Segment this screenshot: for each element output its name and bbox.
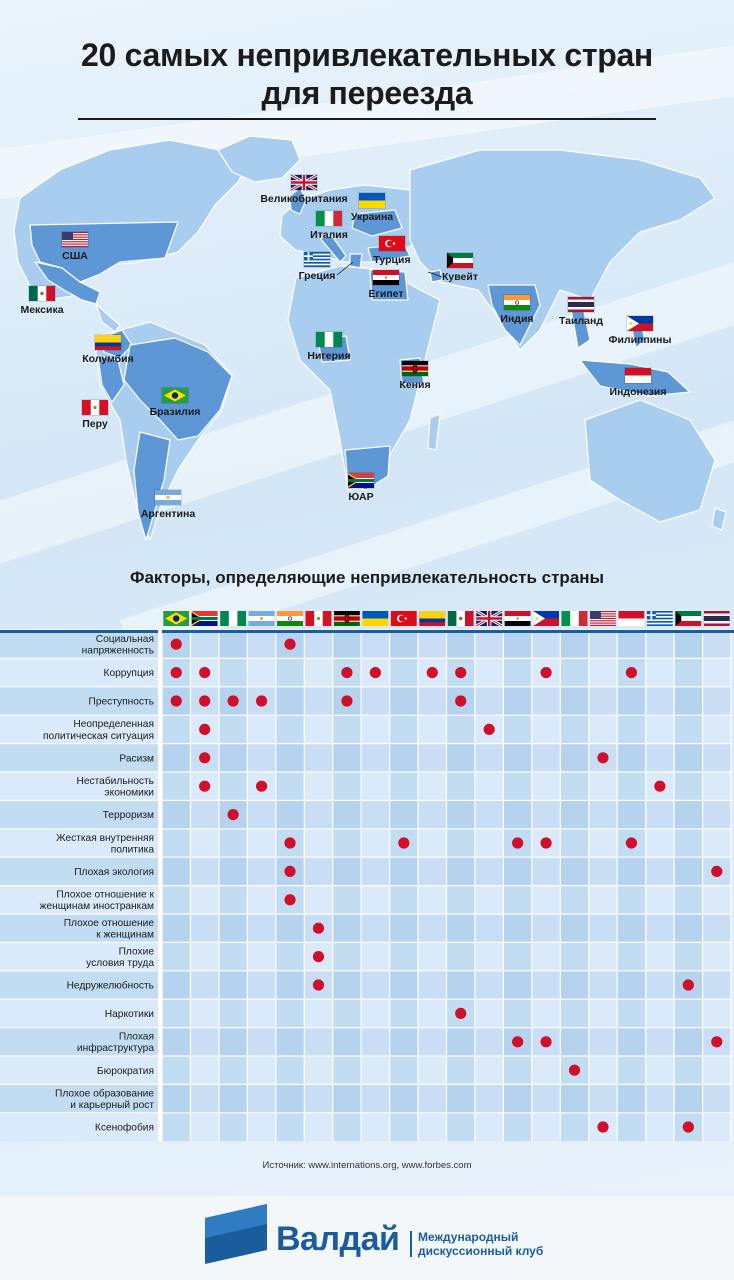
factor-dot <box>569 1065 580 1076</box>
factor-dot <box>512 1036 523 1047</box>
indonesia-flag-icon <box>618 611 644 626</box>
factor-dot <box>683 1121 694 1132</box>
us-flag-icon <box>590 611 616 626</box>
factor-dot <box>341 667 352 678</box>
factor-dot <box>171 667 182 678</box>
country-label: Филиппины <box>608 334 672 346</box>
country-marker <box>0 286 92 316</box>
mexico-flag-icon <box>448 611 474 626</box>
factor-dot <box>228 809 239 820</box>
country-marker <box>25 232 125 262</box>
row-label: Преступность <box>88 696 154 708</box>
row-label: Коррупция <box>103 668 154 680</box>
factor-dot <box>540 837 551 848</box>
colombia-flag-icon <box>419 611 445 626</box>
south-africa-flag-icon <box>192 611 218 626</box>
philippines-flag-icon <box>533 611 559 626</box>
kuwait-flag-icon <box>675 611 701 626</box>
egypt-flag-icon <box>373 270 399 285</box>
logo-divider <box>410 1231 412 1257</box>
us-flag-icon <box>62 232 88 247</box>
uk-flag-icon <box>476 611 502 626</box>
country-marker <box>410 253 510 283</box>
factor-dot <box>284 639 295 650</box>
row-label: Бюрократия <box>96 1065 154 1077</box>
indonesia-flag-icon <box>625 368 651 383</box>
factor-dot <box>626 837 637 848</box>
row-label: Жесткая внутренняя политика <box>56 832 154 856</box>
nigeria-flag-icon <box>220 611 246 626</box>
greece-flag-icon <box>647 611 673 626</box>
row-label: Ксенофобия <box>94 1122 154 1134</box>
factor-dot <box>284 837 295 848</box>
philippines-flag-icon <box>627 316 653 331</box>
factor-dot <box>597 1121 608 1132</box>
country-label: Мексика <box>20 304 64 316</box>
page-title <box>0 36 734 112</box>
factor-dot <box>455 695 466 706</box>
ukraine-flag-icon <box>362 611 388 626</box>
factor-dot <box>199 724 210 735</box>
country-marker <box>279 332 379 362</box>
row-label: Расизм <box>119 753 154 765</box>
factor-dot <box>199 752 210 763</box>
table-top-rule <box>0 630 734 633</box>
factor-dot <box>370 667 381 678</box>
india-flag-icon <box>504 295 530 310</box>
thailand-flag-icon <box>568 297 594 312</box>
country-label: Индонезия <box>609 386 667 398</box>
factor-dot <box>540 1036 551 1047</box>
kuwait-flag-icon <box>447 253 473 268</box>
factors-table <box>0 605 734 1145</box>
argentina-flag-icon <box>155 490 181 505</box>
country-label: США <box>62 250 88 262</box>
factor-dot <box>540 667 551 678</box>
madagascar-landmass <box>428 414 440 450</box>
country-marker <box>125 388 225 418</box>
greece-flag-icon <box>304 252 330 267</box>
factor-dot <box>711 1036 722 1047</box>
factor-dot <box>228 695 239 706</box>
india-flag-icon <box>277 611 303 626</box>
logo-subtitle-line-1: Международный <box>418 1230 519 1244</box>
factors-title: Факторы, определяющие непривлекательность страны <box>129 568 605 587</box>
source-note: Источник: www.internations.org, www.forbes.com <box>262 1160 472 1171</box>
country-label: Греция <box>298 270 336 282</box>
logo-subtitle <box>418 1230 543 1258</box>
mexico-flag-icon <box>29 286 55 301</box>
row-label: Плохое отношение к женщинам иностранкам <box>39 889 154 913</box>
country-marker <box>118 490 218 520</box>
title-line-2: для переезда <box>261 75 473 111</box>
factor-dot <box>313 923 324 934</box>
factor-dot <box>455 1008 466 1019</box>
country-label: Таиланд <box>559 315 603 327</box>
factor-dot <box>654 781 665 792</box>
country-marker <box>590 316 690 346</box>
factor-dot <box>455 667 466 678</box>
logo-wordmark: Валдай <box>276 1220 400 1258</box>
country-label: Кувейт <box>441 271 478 283</box>
row-label: Плохая экология <box>74 867 154 878</box>
country-label: Аргентина <box>140 508 196 520</box>
thailand-flag-icon <box>704 611 730 626</box>
country-marker <box>311 473 411 503</box>
factor-dot <box>171 639 182 650</box>
title-divider <box>78 118 656 120</box>
row-label: Неопределенная политическая ситуация <box>43 719 154 742</box>
row-label: Наркотики <box>104 1009 154 1020</box>
nigeria-flag-icon <box>316 332 342 347</box>
brazil-flag-icon <box>163 611 189 626</box>
country-label: Великобритания <box>260 193 348 205</box>
row-label: Терроризм <box>102 810 154 822</box>
factor-dot <box>313 951 324 962</box>
country-label: Италия <box>310 229 348 241</box>
uk-flag-icon <box>291 175 317 190</box>
row-label: Плохая инфраструктура <box>76 1031 154 1055</box>
factor-dot <box>711 866 722 877</box>
country-label: Бразилия <box>149 406 201 418</box>
kenya-flag-icon <box>402 361 428 376</box>
brazil-flag-icon <box>162 388 188 403</box>
factor-dot <box>199 667 210 678</box>
ukraine-flag-icon <box>359 193 385 208</box>
row-label: Социальная напряженность <box>81 634 154 657</box>
argentina-flag-icon <box>249 611 275 626</box>
country-marker <box>58 335 158 365</box>
country-label: Индия <box>500 313 534 325</box>
label-gap <box>158 630 162 1141</box>
row-label: Плохое образование и карьерный рост <box>55 1088 154 1111</box>
factor-dot <box>313 979 324 990</box>
country-label: Турция <box>373 254 411 266</box>
country-label: Египет <box>368 288 404 300</box>
factor-dot <box>427 667 438 678</box>
italy-flag-icon <box>316 211 342 226</box>
turkey-flag-icon <box>379 236 405 251</box>
factor-dot <box>284 866 295 877</box>
row-label: Недружелюбность <box>66 980 154 992</box>
factor-dot <box>256 695 267 706</box>
country-label: Перу <box>82 418 108 430</box>
factor-dot <box>256 781 267 792</box>
factor-dot <box>626 667 637 678</box>
colombia-flag-icon <box>95 335 121 350</box>
australia-landmass <box>585 400 715 522</box>
row-label: Плохое отношение к женщинам <box>63 918 154 941</box>
factor-dot <box>199 781 210 792</box>
row-label: Плохие условия труда <box>86 946 154 969</box>
italy-flag-icon <box>562 611 588 626</box>
peru-flag-icon <box>305 611 331 626</box>
new-zealand-landmass <box>712 508 726 530</box>
country-label: ЮАР <box>348 491 374 503</box>
country-label: Украина <box>350 211 394 223</box>
factor-dot <box>683 979 694 990</box>
factor-dot <box>512 837 523 848</box>
kenya-flag-icon <box>334 611 360 626</box>
factor-dot <box>597 752 608 763</box>
factor-dot <box>341 695 352 706</box>
egypt-flag-icon <box>505 611 531 626</box>
factor-dot <box>398 837 409 848</box>
title-line-1: 20 самых непривлекательных стран <box>81 37 653 73</box>
row-label: Нестабильность экономики <box>76 776 154 799</box>
country-marker <box>588 368 688 398</box>
factor-dot <box>199 695 210 706</box>
factor-dot <box>171 695 182 706</box>
logo-subtitle-line-2: дискуссионный клуб <box>418 1244 544 1258</box>
country-label: Нигерия <box>307 350 351 362</box>
central-america-landmass <box>96 304 120 332</box>
country-label: Кения <box>399 379 431 391</box>
factor-dot <box>484 724 495 735</box>
south-africa-flag-icon <box>348 473 374 488</box>
country-label: Колумбия <box>82 353 134 365</box>
turkey-flag-icon <box>391 611 417 626</box>
peru-flag-icon <box>82 400 108 415</box>
valdai-logo-icon <box>205 1204 267 1270</box>
factor-dot <box>284 894 295 905</box>
country-marker <box>365 361 465 391</box>
